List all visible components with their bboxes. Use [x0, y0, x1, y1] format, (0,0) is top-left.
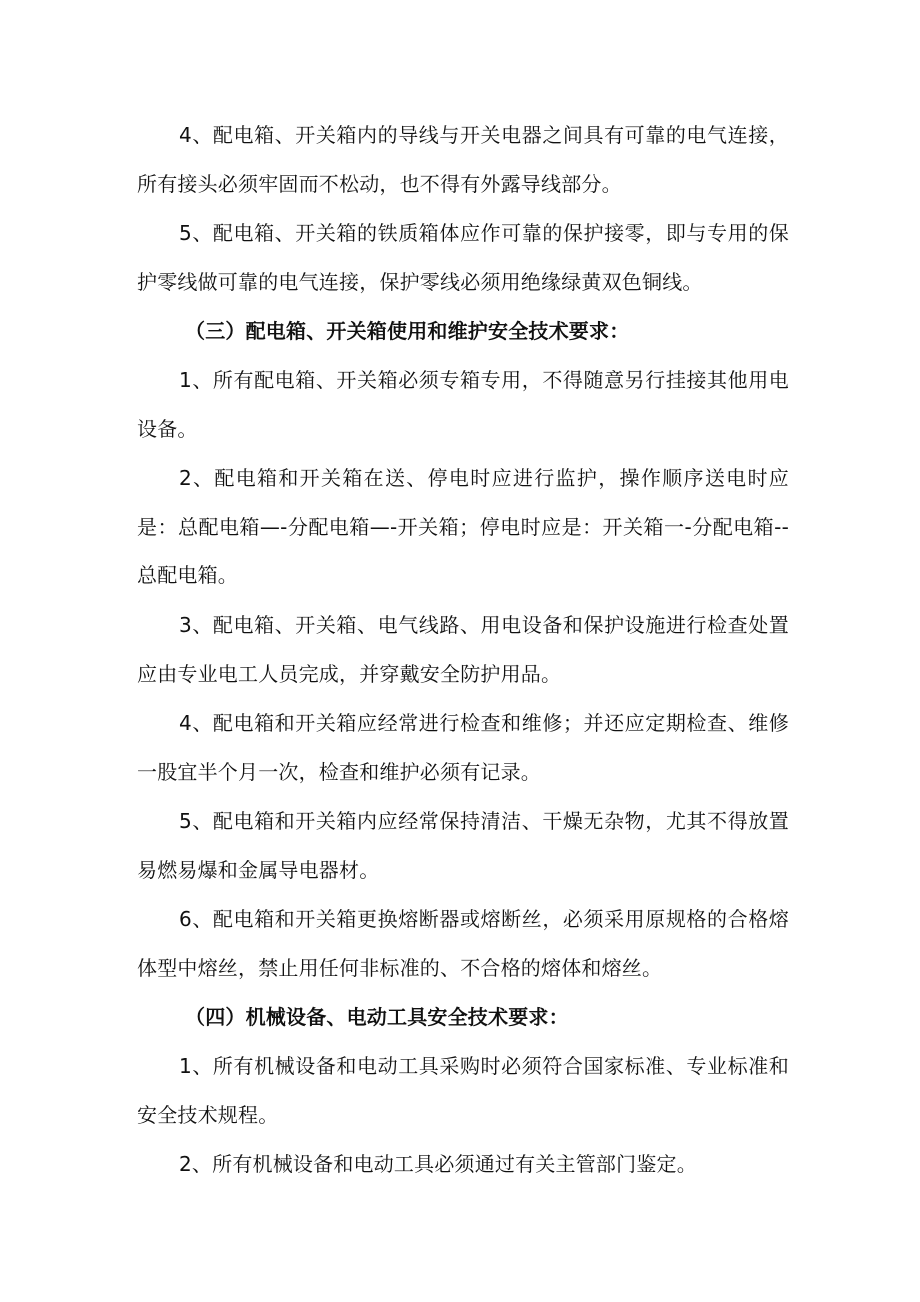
paragraph-2-equipment-approval: 2、所有机械设备和电动工具必须通过有关主管部门鉴定。	[179, 1152, 697, 1176]
section-heading-3: （三）配电箱、开关箱使用和维护安全技术要求：	[185, 319, 630, 343]
paragraph-2-power-sequence: 2、配电箱和开关箱在送、停电时应进行监护，操作顺序送电时应是：总配电箱—-分配电箱—-开关箱；停电时应是：开关箱一-分配电箱--总配电箱。	[137, 466, 789, 587]
paragraph-5-cleanliness: 5、配电箱和开关箱内应经常保持清洁、干燥无杂物，尤其不得放置易燃易爆和金属导电器材。	[137, 809, 789, 882]
paragraph-6-fuses: 6、配电箱和开关箱更换熔断器或熔断丝，必须采用原规格的合格熔体型中熔丝，禁止用任何非标准的、不合格的熔体和熔丝。	[137, 907, 789, 980]
section-heading-4: （四）机械设备、电动工具安全技术要求：	[185, 1005, 569, 1029]
paragraph-3-inspection-staff: 3、配电箱、开关箱、电气线路、用电设备和保护设施进行检查处置应由专业电工人员完成，并穿戴安全防护用品。	[137, 613, 789, 686]
paragraph-1-dedicated-box: 1、所有配电箱、开关箱必须专箱专用，不得随意另行挂接其他用电设备。	[137, 368, 789, 441]
paragraph-4-maintenance: 4、配电箱和开关箱应经常进行检查和维修；并还应定期检查、维修一股宜半个月一次，检查和维护必须有记录。	[137, 711, 789, 784]
paragraph-1-equipment-standards: 1、所有机械设备和电动工具采购时必须符合国家标准、专业标准和安全技术规程。	[137, 1054, 789, 1127]
paragraph-4-wiring-connections: 4、配电箱、开关箱内的导线与开关电器之间具有可靠的电气连接，所有接头必须牢固而不松动，也不得有外露导线部分。	[137, 123, 789, 196]
paragraph-5-grounding: 5、配电箱、开关箱的铁质箱体应作可靠的保护接零，即与专用的保护零线做可靠的电气连接，保护零线必须用绝缘绿黄双色铜线。	[137, 221, 789, 294]
